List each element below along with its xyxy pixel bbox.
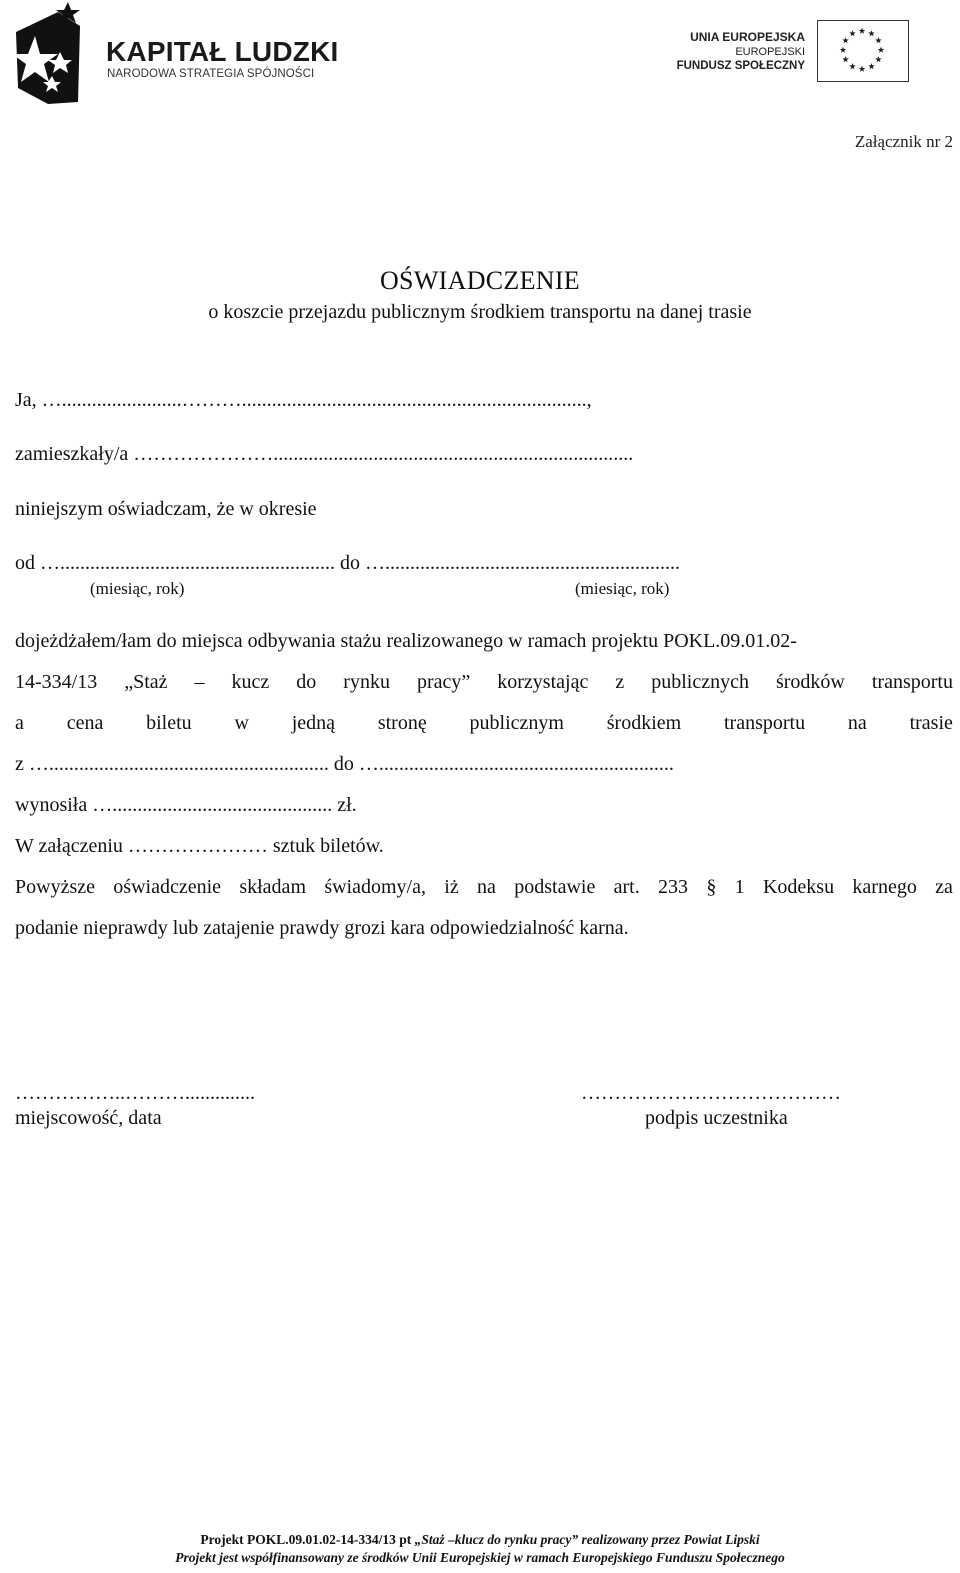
paragraph-word: biletu [146,712,192,734]
paragraph-word: jedną [291,712,336,734]
route-field-line[interactable]: z …........................................................ do …........................................................... [15,753,674,775]
eu-star-icon [859,66,865,72]
price-field-line[interactable]: wynosiła …............................................ zł. [15,794,357,816]
annex-label: Załącznik nr 2 [854,132,953,151]
paragraph-word: Kodeksu [762,876,835,898]
paragraph-word: publicznym [469,712,564,734]
name-field-line[interactable]: Ja, …........................………....................................................................., [15,389,592,411]
paragraph-word: iż [444,876,459,898]
footer-project-line [0,1532,960,1548]
commute-paragraph-line2 [15,671,953,694]
kapital-ludzki-tagline: NARODOWA STRATEGIA SPÓJNOŚCI [107,68,315,80]
paragraph-word: § [706,876,717,898]
eu-star-icon [849,30,855,36]
paragraph-word: transportu [723,712,806,734]
place-date-label: miejscowość, data [15,1107,162,1129]
liability-statement-line2: podanie nieprawdy lub zatajenie prawdy grozi kara odpowiedzialność karna. [15,917,629,939]
eu-flag-icon [817,20,909,82]
eu-star-icon [875,56,881,62]
eu-star-icon [842,56,848,62]
paragraph-word: – [194,671,205,693]
footer-project-prefix: Projekt POKL.09.01.02-14-334/13 pt [200,1532,415,1547]
liability-statement-line1 [15,876,953,899]
signature-label: podpis uczestnika [645,1107,788,1129]
eu-star-icon [849,63,855,69]
footer-cofinancing-line: Projekt jest współfinansowany ze środków Unii Europejskiej w ramach Europejskiego Funduszu Społecznego [175,1550,785,1565]
kapital-ludzki-logo [8,2,338,106]
paragraph-word: oświadczenie [113,876,222,898]
paragraph-word: środków [775,671,845,693]
paragraph-word: cena [66,712,104,734]
paragraph-word: korzystając [497,671,589,693]
commute-paragraph-line1: dojeżdżałem/łam do miejsca odbywania stażu realizowanego w ramach projektu POKL.09.01.02- [15,630,797,652]
paragraph-word: „Staż [124,671,168,693]
paragraph-word: karnego [852,876,917,898]
paragraph-word: 1 [734,876,745,898]
document-title: OŚWIADCZENIE [379,266,580,295]
paragraph-word: a [15,712,24,734]
eu-efs-logo [675,20,915,86]
footer-project-title: „Staż –klucz do rynku pracy” [414,1532,579,1547]
paragraph-word: świadomy/a, [324,876,426,898]
eu-star-icon [842,37,848,43]
eu-star-icon [840,47,846,53]
paragraph-word: trasie [909,712,953,734]
eu-logo-text [677,30,805,74]
commute-paragraph-line3 [15,712,953,735]
paragraph-word: pracy” [416,671,471,693]
paragraph-word: środkiem [606,712,682,734]
eu-star-icon [878,47,884,53]
document-subtitle: o koszcie przejazdu publicznym środkiem transportu na danej trasie [208,301,752,323]
paragraph-word: 14-334/13 [15,671,98,693]
paragraph-word: Powyższe [15,876,95,898]
paragraph-word: w [234,712,249,734]
eu-logo-line2: EUROPEJSKI [735,45,805,58]
eu-star-icon [875,37,881,43]
kapital-ludzki-title: KAPITAŁ LUDZKI [106,36,339,67]
place-date-field[interactable]: ……………..……….............. [15,1082,255,1104]
eu-star-icon [859,28,865,34]
paragraph-word: na [477,876,496,898]
declaration-intro: niniejszym oświadczam, że w okresie [15,498,317,520]
paragraph-word: publicznych [651,671,749,693]
period-from-hint: (miesiąc, rok) [90,579,185,598]
paragraph-word: art. [613,876,640,898]
eu-star-icon [868,63,874,69]
paragraph-word: kucz [231,671,270,693]
footer-project-suffix: realizowany przez Powiat Lipski [578,1532,760,1547]
eu-logo-line3: FUNDUSZ SPOŁECZNY [676,60,805,72]
paragraph-word: 233 [658,876,689,898]
paragraph-word: z [615,671,625,693]
signature-field[interactable]: ………………………………… [581,1082,841,1104]
paragraph-word: podstawie [514,876,596,898]
paragraph-word: składam [239,876,306,898]
paragraph-word: transportu [871,671,953,693]
attachment-field-line[interactable]: W załączeniu ………………… sztuk biletów. [15,835,384,857]
kapital-ludzki-emblem-icon [8,2,88,106]
eu-logo-line1: UNIA EUROPEJSKA [690,30,805,44]
eu-stars-icon [818,21,907,80]
eu-star-icon [868,30,874,36]
paragraph-word: na [847,712,867,734]
paragraph-word: rynku [343,671,390,693]
paragraph-word: za [935,876,953,898]
address-field-line[interactable]: zamieszkały/a …………………........................................................................ [15,443,634,465]
period-to-hint: (miesiąc, rok) [575,579,670,598]
period-field-line[interactable]: od …....................................................... do …........................................................... [15,552,680,574]
paragraph-word: do [296,671,317,693]
paragraph-word: stronę [377,712,427,734]
